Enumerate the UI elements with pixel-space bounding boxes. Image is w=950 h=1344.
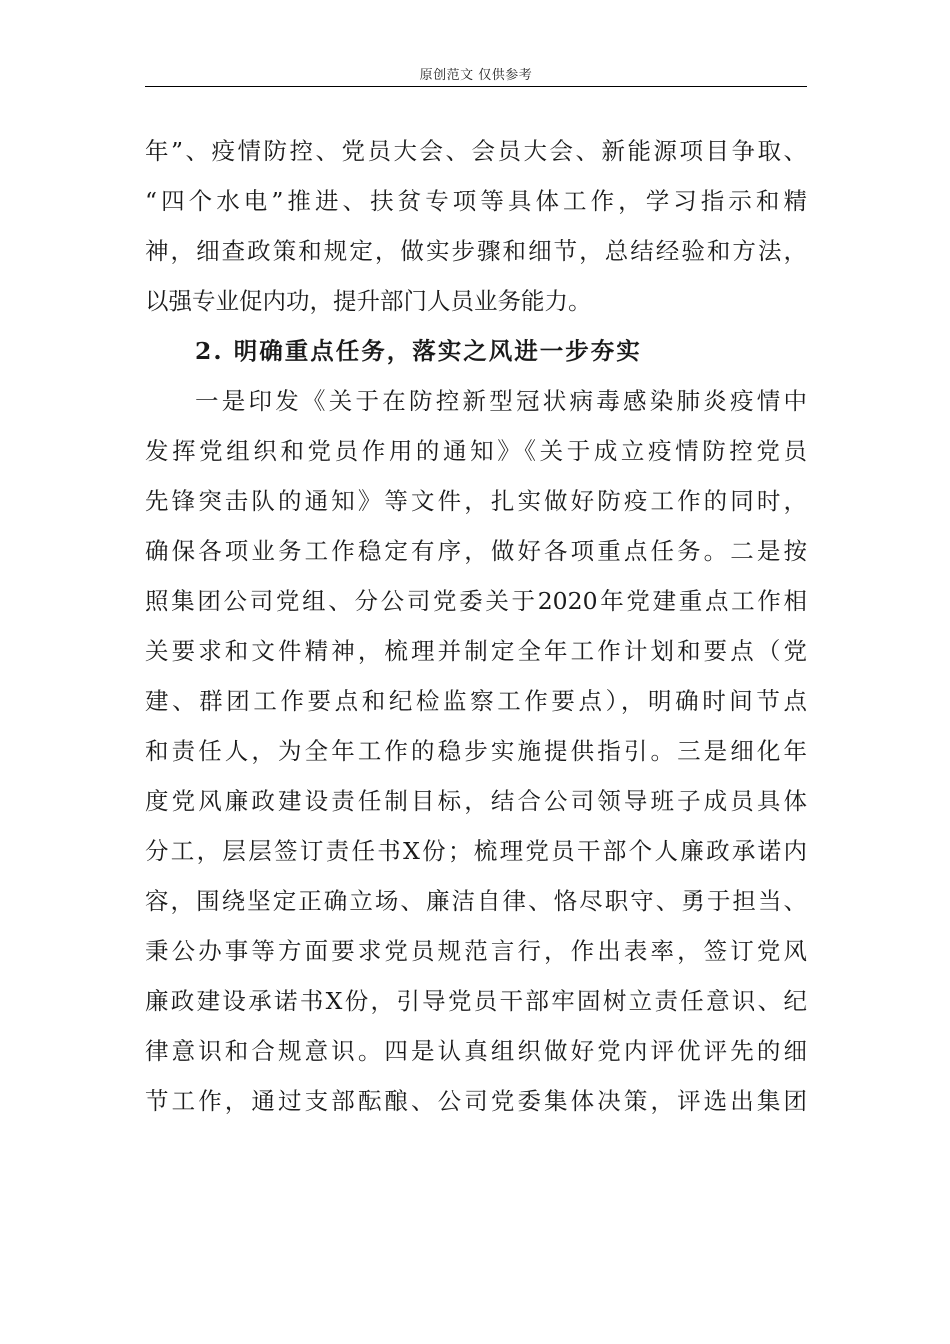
text-line: 分工，层层签订责任书X份；梳理党员干部个人廉政承诺内 bbox=[145, 837, 807, 865]
text-line: 廉政建设承诺书X份，引导党员干部牢固树立责任意识、纪 bbox=[145, 987, 807, 1015]
text-line: 度党风廉政建设责任制目标，结合公司领导班子成员具体 bbox=[145, 787, 807, 815]
text-line: 和责任人，为全年工作的稳步实施提供指引。三是细化年 bbox=[145, 737, 807, 765]
text-line: 神，细查政策和规定，做实步骤和细节，总结经验和方法， bbox=[145, 237, 807, 265]
text-line: 年”、疫情防控、党员大会、会员大会、新能源项目争取、 bbox=[145, 137, 807, 165]
text-line: 一是印发《关于在防控新型冠状病毒感染肺炎疫情中 bbox=[195, 387, 807, 415]
text-line: 确保各项业务工作稳定有序，做好各项重点任务。二是按 bbox=[145, 537, 807, 565]
text-line: 建、群团工作要点和纪检监察工作要点），明确时间节点 bbox=[145, 687, 807, 715]
page-header bbox=[145, 64, 807, 87]
section-heading: 2. 明确重点任务，落实之风进一步夯实 bbox=[195, 337, 642, 365]
text-line: 照集团公司党组、分公司党委关于2020年党建重点工作相 bbox=[145, 587, 807, 615]
text-line: 节工作，通过支部酝酿、公司党委集体决策，评选出集团 bbox=[145, 1087, 807, 1115]
text-line: 先锋突击队的通知》等文件，扎实做好防疫工作的同时， bbox=[145, 487, 807, 515]
text-line: “四个水电”推进、扶贫专项等具体工作，学习指示和精 bbox=[145, 187, 807, 215]
text-line: 秉公办事等方面要求党员规范言行，作出表率，签订党风 bbox=[145, 937, 807, 965]
text-line: 以强专业促内功，提升部门人员业务能力。 bbox=[145, 287, 592, 315]
header-text: 原创范文 仅供参考 bbox=[419, 68, 533, 83]
text-line: 发挥党组织和党员作用的通知》《关于成立疫情防控党员 bbox=[145, 437, 807, 465]
text-line: 容，围绕坚定正确立场、廉洁自律、恪尽职守、勇于担当、 bbox=[145, 887, 807, 915]
text-line: 关要求和文件精神，梳理并制定全年工作计划和要点（党 bbox=[145, 637, 807, 665]
text-line: 律意识和合规意识。四是认真组织做好党内评优评先的细 bbox=[145, 1037, 807, 1065]
